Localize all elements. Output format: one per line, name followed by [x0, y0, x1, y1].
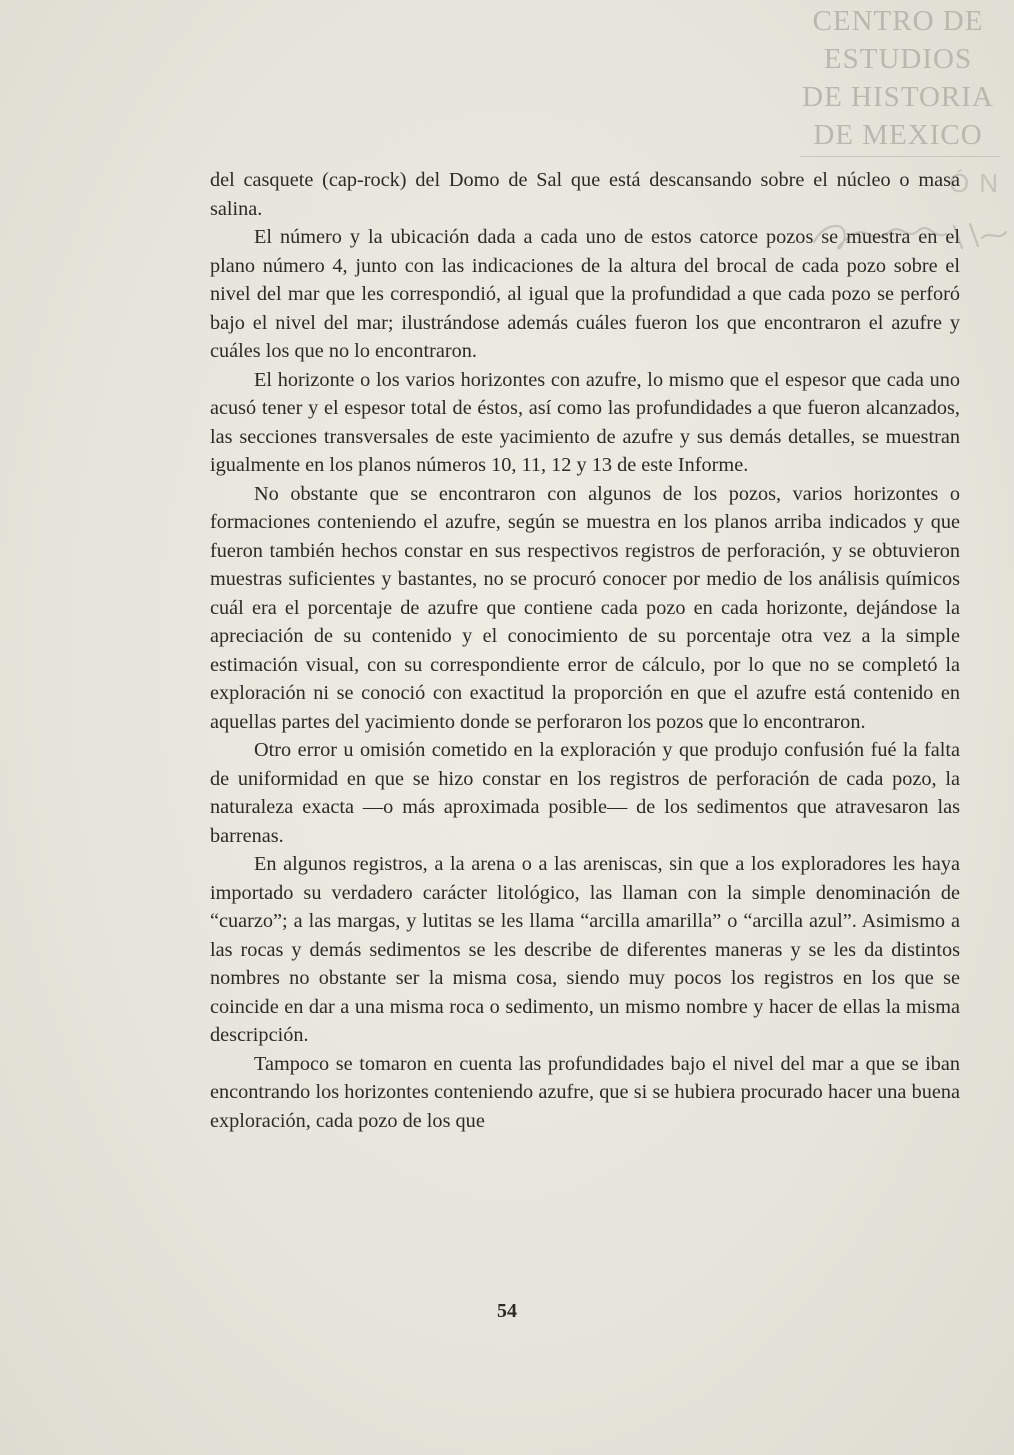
- stamp-side-text: ÓN: [949, 168, 1008, 198]
- paragraph: El horizonte o los varios horizontes con azufre, lo mismo que el espesor que cada uno acusó tener y el espesor total de éstos, así como las profundidades a que fueron alcanzados, las secciones transversales de este yacimiento de azufre y sus demás detalles, se muestran igualmente en los planos números 10, 11, 12 y 13 de este Informe.: [210, 368, 960, 476]
- paragraph: No obstante que se encontraron con algunos de los pozos, varios horizontes o formaciones conteniendo el azufre, según se muestra en los planos arriba indicados y que fueron también hechos constar en sus respectivos registros de perforación, y se obtuvieron muestras suficientes y bastantes, no se procuró conocer por medio de los análisis químicos cuál era el porcentaje de azufre que contiene cada pozo en cada horizonte, dejándose la apreciación de su contenido y el conocimiento de su porcentaje otra vez a la simple estimación visual, con su correspondiente error de cálculo, por lo que no se completó la exploración ni se conoció con exactitud la proporción en que el azufre está contenido en aquellas partes del yacimiento donde se perforaron los pozos que lo encontraron.: [210, 482, 960, 733]
- stamp-line: DE HISTORIA: [802, 81, 994, 113]
- stamp-divider: [800, 156, 1000, 157]
- paragraph: En algunos registros, a la arena o a las areniscas, sin que a los exploradores les haya importado su verdadero carácter litológico, las llaman con la simple denominación de “cuarzo”; a las margas, y lutitas se les llama “arcilla amarilla” o “arcilla azul”. Asimismo a las rocas y demás sedimentos se les describe de diferentes maneras y se les da distintos nombres no obstante ser la misma cosa, siendo muy pocos los registros en los que se coincide en dar a una misma roca o sedimento, un mismo nombre y hacer de ellas la misma descripción.: [210, 853, 960, 1046]
- body-text: [210, 166, 960, 1135]
- paragraph: Tampoco se tomaron en cuenta las profundidades bajo el nivel del mar a que se iban encontrando los horizontes conteniendo azufre, que si se hubiera procurado hacer una buena exploración, cada pozo de los que: [210, 1052, 960, 1132]
- stamp-line: DE MEXICO: [813, 119, 983, 151]
- archive-stamp: [798, 2, 998, 154]
- paragraph: del casquete (cap-rock) del Domo de Sal que está descansando sobre el núcleo o masa salina.: [210, 169, 960, 220]
- stamp-line: CENTRO DE: [812, 5, 984, 37]
- page-number: 54: [497, 1300, 517, 1322]
- paragraph: El número y la ubicación dada a cada uno de estos catorce pozos se muestra en el plano número 4, junto con las indicaciones de la altura del brocal de cada pozo sobre el nivel del mar que les correspondió, al igual que la profundidad a que cada pozo se perforó bajo el nivel del mar; ilustrándose además cuáles fueron los que encontraron el azufre y cuáles los que no lo encontraron.: [210, 226, 960, 362]
- stamp-line: ESTUDIOS: [823, 43, 973, 75]
- paragraph: Otro error u omisión cometido en la exploración y que produjo confusión fué la falta de uniformidad en que se hizo constar en los registros de perforación de cada pozo, la naturaleza exacta —o más aproximada posible— de los sedimentos que atravesaron las barrenas.: [210, 739, 960, 847]
